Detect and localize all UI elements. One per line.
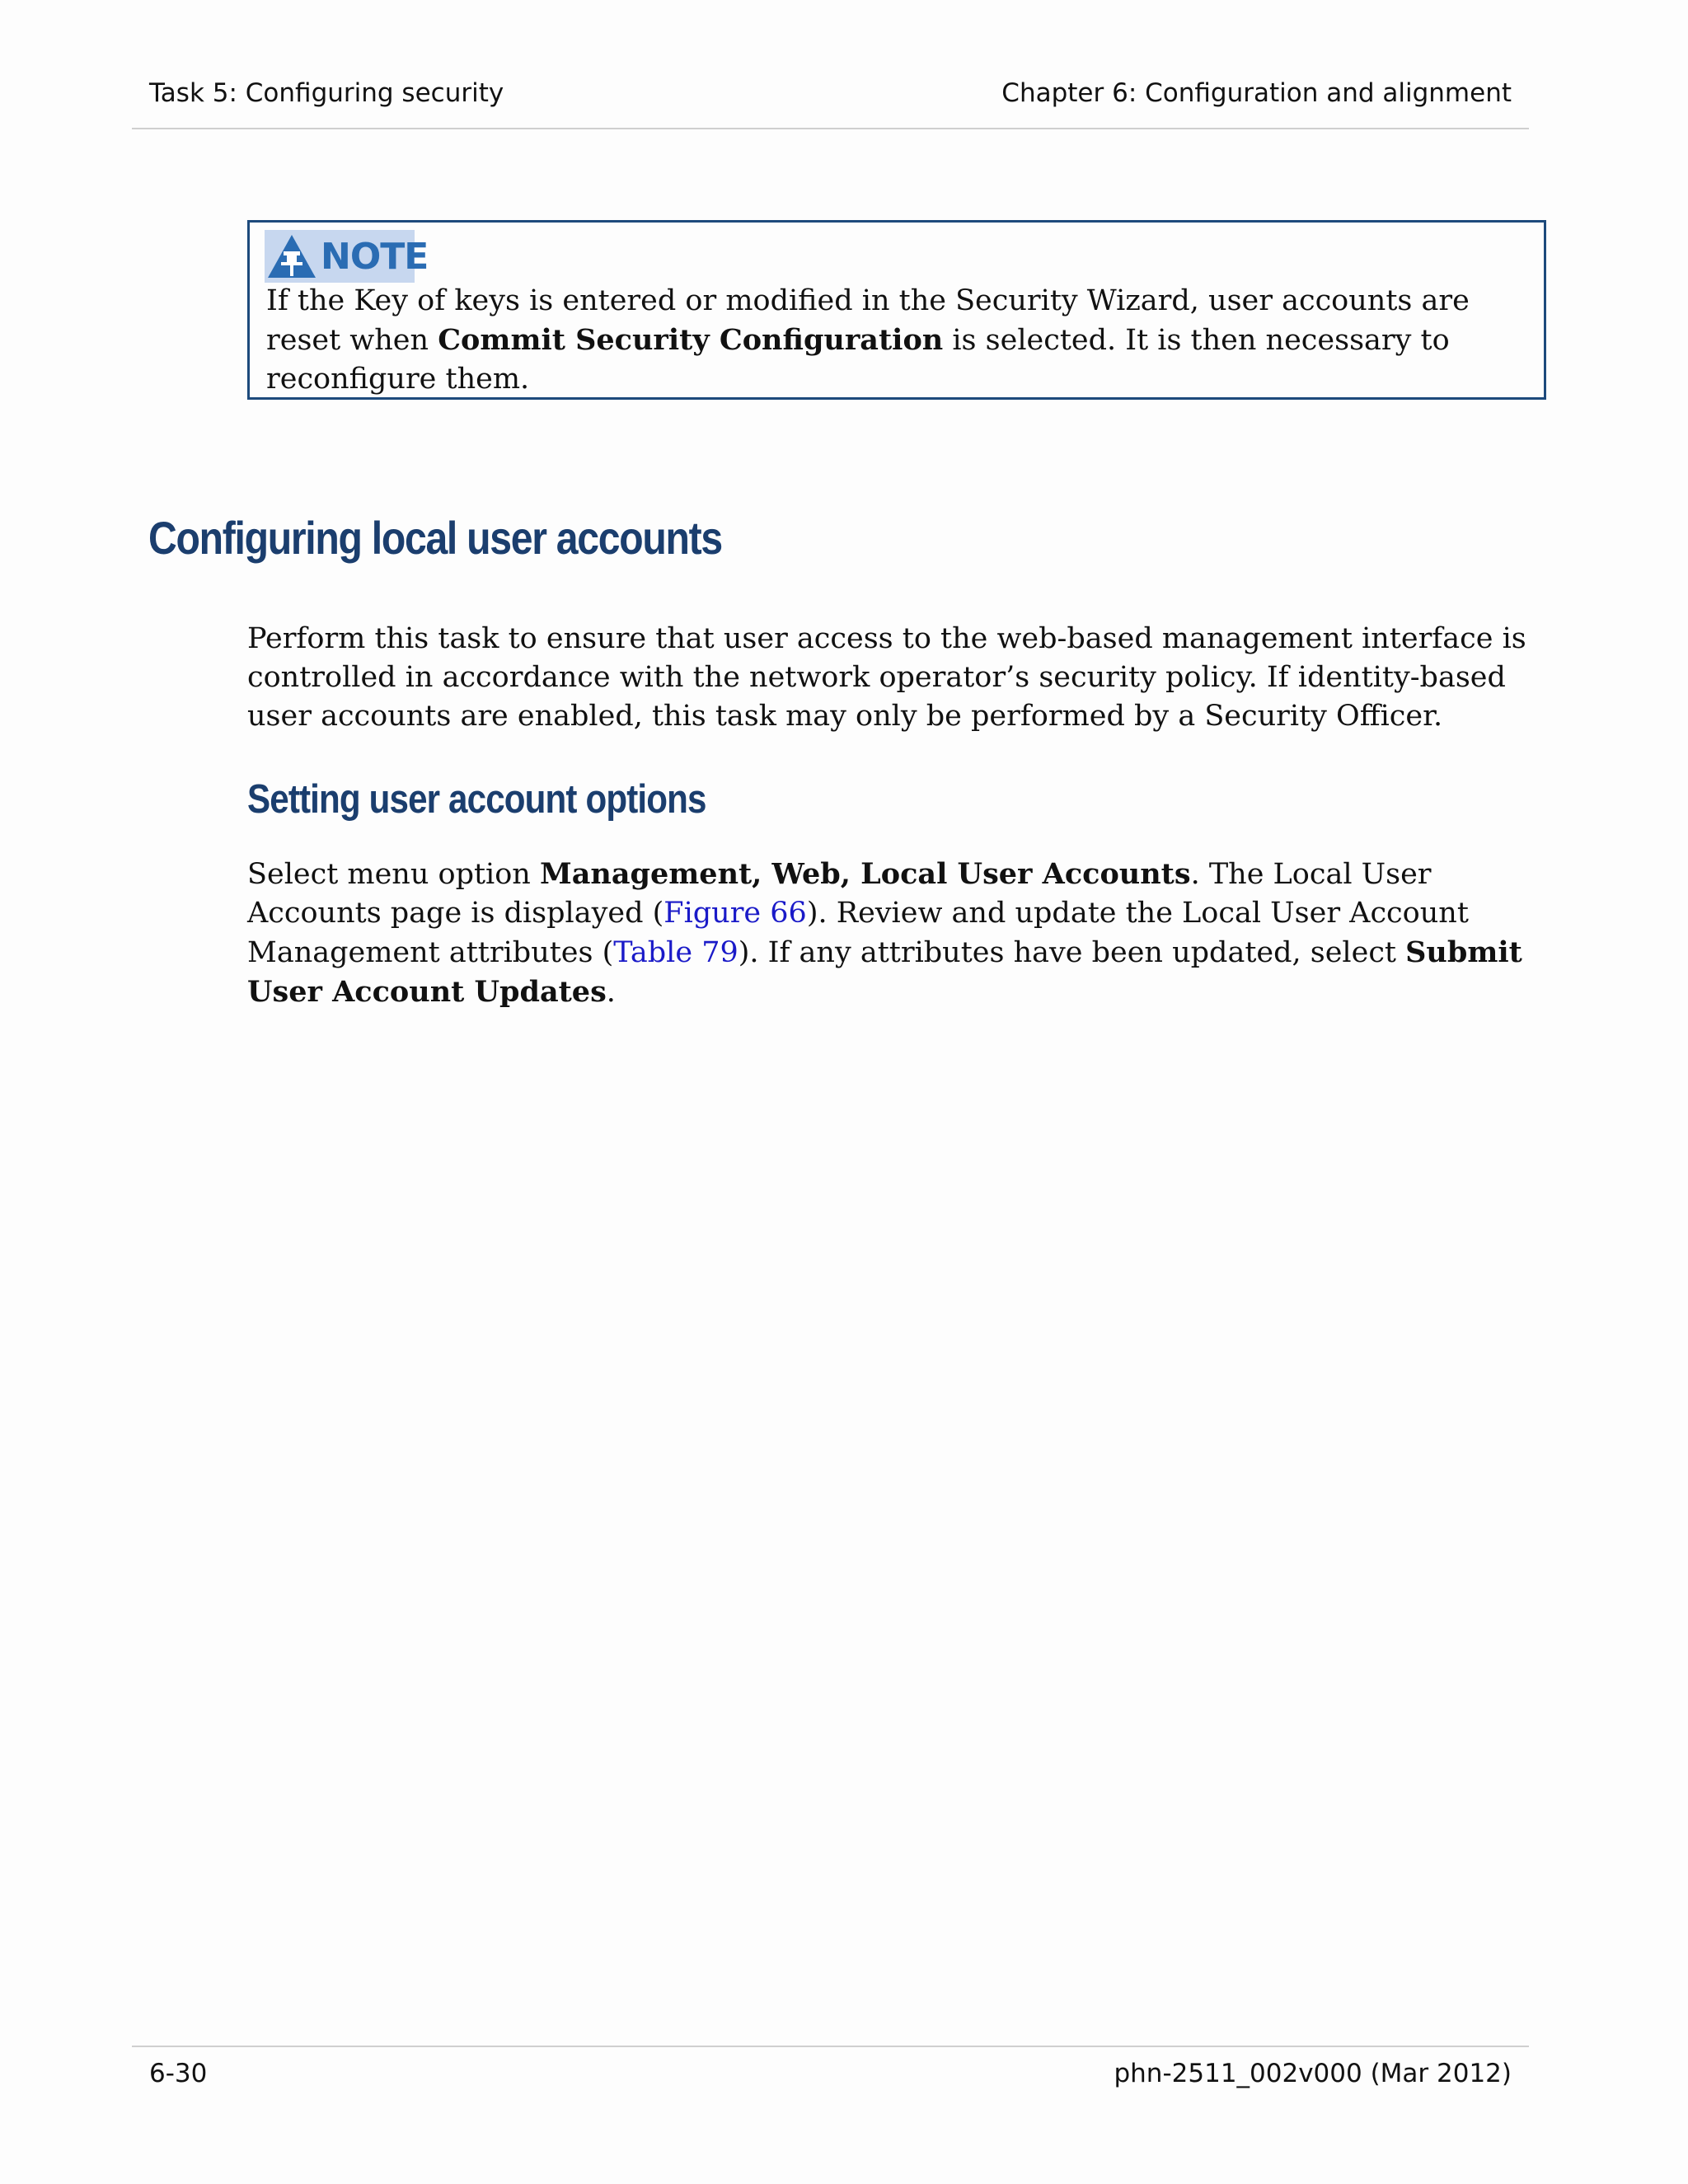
- page-footer: [132, 2046, 1529, 2097]
- note-label: NOTE: [321, 235, 429, 278]
- subsection-title: Setting user account options: [247, 777, 706, 822]
- menu-path-term: Management, Web, Local User Accounts: [539, 857, 1191, 891]
- page-header: [132, 78, 1529, 129]
- section-intro-paragraph: Perform this task to ensure that user access to the web-based management interface is controlled in accordance with the network operator’s security policy. If identity-based user accounts are enabled, this task may only be performed by a Security Officer.: [247, 622, 1526, 733]
- table-79-link[interactable]: Table 79: [613, 936, 738, 969]
- section-title: Configuring local user accounts: [148, 512, 722, 564]
- page-number: 6-30: [149, 2059, 208, 2088]
- note-box: [247, 220, 1546, 400]
- commit-security-configuration-term: Commit Security Configuration: [438, 323, 944, 357]
- note-badge: [265, 230, 429, 283]
- document-id: phn-2511_002v000 (Mar 2012): [1114, 2059, 1512, 2088]
- header-task-title: Task 5: Configuring security: [149, 78, 504, 108]
- figure-66-link[interactable]: Figure 66: [663, 897, 807, 930]
- header-chapter-title: Chapter 6: Configuration and alignment: [1001, 78, 1512, 108]
- subsection-paragraph: Select menu option Management, Web, Local User Accounts. The Local User Accounts page is displayed (Figure 66). Review and update the Local User Account Management attributes (Table 79). If any attributes have been updated, select Submit User Account Updates.: [247, 857, 1522, 1009]
- note-warning-icon: [265, 233, 317, 279]
- submit-user-account-updates-term: Submit User Account Updates: [247, 935, 1522, 1009]
- note-text: If the Key of keys is entered or modified in the Security Wizard, user accounts are reset when Commit Security Configuration is selected. It is then necessary to reconfigure them.: [266, 284, 1470, 396]
